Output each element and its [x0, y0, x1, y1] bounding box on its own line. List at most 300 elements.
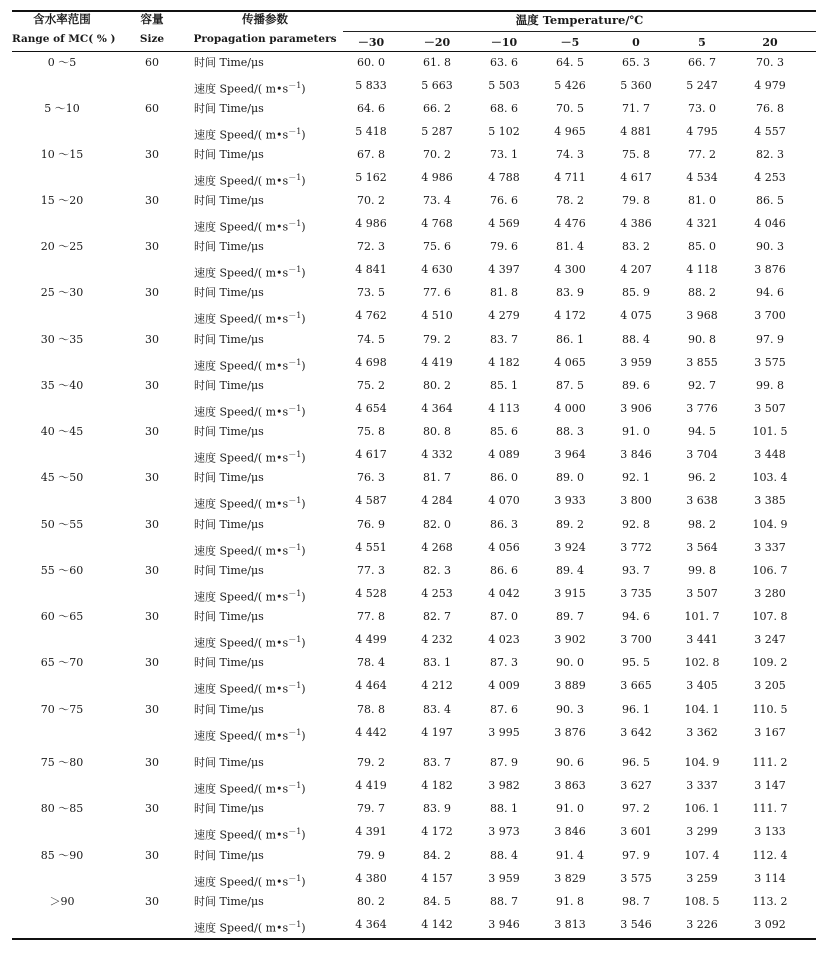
time-value: 70. 3: [756, 56, 784, 69]
time-value: 60. 0: [357, 56, 385, 69]
range-cell: 50 ～55: [40, 518, 84, 531]
speed-value: 3 564: [686, 541, 718, 554]
time-value: 80. 8: [423, 425, 451, 438]
time-value: 88. 4: [622, 333, 650, 346]
time-value: 76. 9: [357, 518, 385, 531]
time-value: 79. 9: [357, 849, 385, 862]
speed-value: 4 979: [754, 79, 786, 92]
speed-value: 3 846: [554, 825, 586, 838]
time-value: 94. 5: [688, 425, 716, 438]
time-value: 96. 2: [688, 471, 716, 484]
time-value: 86. 6: [490, 564, 518, 577]
time-value: 79. 2: [357, 756, 385, 769]
time-value: 79. 8: [622, 194, 650, 207]
time-value: 86. 1: [556, 333, 584, 346]
param-time-label: 时间 Time/μs: [194, 102, 264, 115]
speed-value: 3 915: [554, 587, 586, 600]
speed-value: 4 284: [421, 494, 453, 507]
time-value: 72. 3: [357, 240, 385, 253]
size-cell: 60: [145, 56, 159, 69]
time-value: 84. 2: [423, 849, 451, 862]
speed-value: 3 800: [620, 494, 652, 507]
time-value: 70. 2: [423, 148, 451, 161]
range-cell: 85 ～90: [40, 849, 84, 862]
speed-value: 3 863: [554, 779, 586, 792]
time-value: 67. 8: [357, 148, 385, 161]
speed-value: 3 846: [620, 448, 652, 461]
size-cell: 30: [145, 756, 159, 769]
time-value: 103. 4: [752, 471, 788, 484]
speed-value: 5 162: [355, 171, 387, 184]
time-value: 83. 1: [423, 656, 451, 669]
param-time-label: 时间 Time/μs: [194, 286, 264, 299]
time-value: 85. 9: [622, 286, 650, 299]
speed-value: 4 841: [355, 263, 387, 276]
speed-value: 3 147: [754, 779, 786, 792]
time-value: 91. 4: [556, 849, 584, 862]
range-cell: 10 ～15: [40, 148, 84, 161]
speed-value: 4 499: [355, 633, 387, 646]
speed-value: 4 279: [488, 309, 520, 322]
speed-value: 3 700: [620, 633, 652, 646]
speed-value: 4 182: [488, 356, 520, 369]
param-time-label: 时间 Time/μs: [194, 564, 264, 577]
time-value: 90. 0: [556, 656, 584, 669]
param-time-label: 时间 Time/μs: [194, 895, 264, 908]
header-temp-col: －5: [560, 36, 580, 49]
time-value: 81. 8: [490, 286, 518, 299]
header-temp-col: －20: [423, 36, 451, 49]
speed-value: 3 133: [754, 825, 786, 838]
time-value: 86. 3: [490, 518, 518, 531]
time-value: 109. 2: [752, 656, 788, 669]
range-cell: 45 ～50: [40, 471, 84, 484]
speed-value: 3 114: [754, 872, 786, 885]
size-cell: 30: [145, 849, 159, 862]
time-value: 107. 8: [752, 610, 788, 623]
time-value: 101. 5: [752, 425, 788, 438]
speed-value: 3 575: [754, 356, 786, 369]
time-value: 66. 2: [423, 102, 451, 115]
param-time-label: 时间 Time/μs: [194, 333, 264, 346]
time-value: 99. 8: [756, 379, 784, 392]
speed-value: 3 902: [554, 633, 586, 646]
speed-value: 3 964: [554, 448, 586, 461]
time-value: 66. 7: [688, 56, 716, 69]
time-value: 90. 8: [688, 333, 716, 346]
range-cell: 5 ～10: [44, 102, 80, 115]
time-value: 73. 0: [688, 102, 716, 115]
time-value: 88. 3: [556, 425, 584, 438]
speed-value: 3 362: [686, 726, 718, 739]
speed-value: 3 337: [754, 541, 786, 554]
speed-value: 3 385: [754, 494, 786, 507]
speed-value: 4 172: [554, 309, 586, 322]
speed-value: 4 142: [421, 918, 453, 931]
speed-value: 4 212: [421, 679, 453, 692]
time-value: 87. 0: [490, 610, 518, 623]
time-value: 83. 7: [423, 756, 451, 769]
speed-value: 4 569: [488, 217, 520, 230]
speed-value: 3 441: [686, 633, 718, 646]
param-speed-label: 速度 Speed/( $m•s^{-1}$): [194, 635, 306, 650]
size-cell: 30: [145, 610, 159, 623]
time-value: 97. 2: [622, 802, 650, 815]
time-value: 113. 2: [752, 895, 788, 908]
speed-value: 4 009: [488, 679, 520, 692]
speed-value: 4 253: [754, 171, 786, 184]
range-cell: 15 ～20: [40, 194, 84, 207]
speed-value: 3 337: [686, 779, 718, 792]
range-cell: 70 ～75: [40, 703, 84, 716]
speed-value: 4 023: [488, 633, 520, 646]
speed-value: 3 627: [620, 779, 652, 792]
time-value: 88. 1: [490, 802, 518, 815]
param-speed-label: 速度 Speed/( $m•s^{-1}$): [194, 173, 306, 188]
speed-value: 4 419: [421, 356, 453, 369]
time-value: 102. 8: [684, 656, 720, 669]
param-time-label: 时间 Time/μs: [194, 471, 264, 484]
time-value: 82. 7: [423, 610, 451, 623]
time-value: 111. 7: [752, 802, 788, 815]
size-cell: 30: [145, 802, 159, 815]
speed-value: 4 442: [355, 726, 387, 739]
temperature-group-rule: [343, 31, 816, 32]
speed-value: 4 253: [421, 587, 453, 600]
speed-value: 4 000: [554, 402, 586, 415]
speed-value: 4 419: [355, 779, 387, 792]
speed-value: 4 762: [355, 309, 387, 322]
param-speed-label: 速度 Speed/( $m•s^{-1}$): [194, 589, 306, 604]
time-value: 89. 7: [556, 610, 584, 623]
size-cell: 30: [145, 895, 159, 908]
speed-value: 4 510: [421, 309, 453, 322]
range-cell: 25 ～30: [40, 286, 84, 299]
time-value: 94. 6: [622, 610, 650, 623]
time-value: 82. 0: [423, 518, 451, 531]
speed-value: 4 056: [488, 541, 520, 554]
speed-value: 3 205: [754, 679, 786, 692]
speed-value: 4 364: [355, 918, 387, 931]
speed-value: 3 700: [754, 309, 786, 322]
speed-value: 3 299: [686, 825, 718, 838]
header-temperature: 温度 Temperature/℃: [515, 13, 644, 27]
time-value: 76. 8: [756, 102, 784, 115]
speed-value: 4 654: [355, 402, 387, 415]
speed-value: 5 360: [620, 79, 652, 92]
time-value: 83. 9: [423, 802, 451, 815]
time-value: 77. 2: [688, 148, 716, 161]
param-speed-label: 速度 Speed/( $m•s^{-1}$): [194, 543, 306, 558]
time-value: 83. 4: [423, 703, 451, 716]
range-cell: 80 ～85: [40, 802, 84, 815]
speed-value: 3 995: [488, 726, 520, 739]
param-speed-label: 速度 Speed/( $m•s^{-1}$): [194, 496, 306, 511]
time-value: 70. 5: [556, 102, 584, 115]
time-value: 98. 7: [622, 895, 650, 908]
time-value: 71. 7: [622, 102, 650, 115]
size-cell: 30: [145, 425, 159, 438]
time-value: 112. 4: [752, 849, 788, 862]
time-value: 82. 3: [756, 148, 784, 161]
time-value: 90. 3: [756, 240, 784, 253]
header-range-cn: 含水率范围: [33, 12, 91, 26]
time-value: 68. 6: [490, 102, 518, 115]
time-value: 84. 5: [423, 895, 451, 908]
speed-value: 3 973: [488, 825, 520, 838]
table-header-rule: [12, 51, 816, 52]
param-time-label: 时间 Time/μs: [194, 194, 264, 207]
time-value: 93. 7: [622, 564, 650, 577]
param-speed-label: 速度 Speed/( $m•s^{-1}$): [194, 681, 306, 696]
param-speed-label: 速度 Speed/( $m•s^{-1}$): [194, 219, 306, 234]
speed-value: 5 663: [421, 79, 453, 92]
speed-value: 4 268: [421, 541, 453, 554]
size-cell: 30: [145, 240, 159, 253]
speed-value: 4 881: [620, 125, 652, 138]
time-value: 86. 5: [756, 194, 784, 207]
time-value: 91. 0: [556, 802, 584, 815]
time-value: 98. 2: [688, 518, 716, 531]
speed-value: 3 601: [620, 825, 652, 838]
range-cell: 40 ～45: [40, 425, 84, 438]
param-speed-label: 速度 Speed/( $m•s^{-1}$): [194, 81, 306, 96]
time-value: 74. 3: [556, 148, 584, 161]
speed-value: 4 551: [355, 541, 387, 554]
speed-value: 3 642: [620, 726, 652, 739]
param-time-label: 时间 Time/μs: [194, 756, 264, 769]
header-temp-col: 5: [698, 36, 706, 49]
speed-value: 3 575: [620, 872, 652, 885]
speed-value: 3 876: [754, 263, 786, 276]
speed-value: 3 167: [754, 726, 786, 739]
time-value: 110. 5: [752, 703, 788, 716]
time-value: 89. 0: [556, 471, 584, 484]
speed-value: 4 386: [620, 217, 652, 230]
time-value: 92. 1: [622, 471, 650, 484]
time-value: 104. 9: [684, 756, 720, 769]
time-value: 79. 6: [490, 240, 518, 253]
time-value: 83. 9: [556, 286, 584, 299]
size-cell: 30: [145, 703, 159, 716]
time-value: 94. 6: [756, 286, 784, 299]
speed-value: 4 089: [488, 448, 520, 461]
param-time-label: 时间 Time/μs: [194, 849, 264, 862]
param-speed-label: 速度 Speed/( $m•s^{-1}$): [194, 404, 306, 419]
header-temp-col: －30: [357, 36, 385, 49]
speed-value: 4 557: [754, 125, 786, 138]
range-cell: 55 ～60: [40, 564, 84, 577]
speed-value: 4 630: [421, 263, 453, 276]
table-bottom-rule: [12, 938, 816, 940]
speed-value: 3 968: [686, 309, 718, 322]
time-value: 88. 2: [688, 286, 716, 299]
param-time-label: 时间 Time/μs: [194, 240, 264, 253]
speed-value: 4 157: [421, 872, 453, 885]
speed-value: 4 197: [421, 726, 453, 739]
time-value: 78. 2: [556, 194, 584, 207]
time-value: 65. 3: [622, 56, 650, 69]
param-speed-label: 速度 Speed/( $m•s^{-1}$): [194, 127, 306, 142]
header-param-cn: 传播参数: [242, 12, 288, 26]
param-speed-label: 速度 Speed/( $m•s^{-1}$): [194, 450, 306, 465]
speed-value: 4 476: [554, 217, 586, 230]
speed-value: 4 617: [620, 171, 652, 184]
time-value: 81. 0: [688, 194, 716, 207]
speed-value: 4 986: [421, 171, 453, 184]
size-cell: 30: [145, 518, 159, 531]
header-temp-col: －10: [490, 36, 518, 49]
speed-value: 4 118: [686, 263, 718, 276]
param-time-label: 时间 Time/μs: [194, 425, 264, 438]
speed-value: 4 113: [488, 402, 520, 415]
speed-value: 4 587: [355, 494, 387, 507]
param-time-label: 时间 Time/μs: [194, 656, 264, 669]
size-cell: 30: [145, 333, 159, 346]
speed-value: 4 332: [421, 448, 453, 461]
speed-value: 4 182: [421, 779, 453, 792]
param-time-label: 时间 Time/μs: [194, 379, 264, 392]
speed-value: 4 042: [488, 587, 520, 600]
speed-value: 4 464: [355, 679, 387, 692]
time-value: 82. 3: [423, 564, 451, 577]
speed-value: 3 876: [554, 726, 586, 739]
size-cell: 30: [145, 194, 159, 207]
time-value: 87. 9: [490, 756, 518, 769]
speed-value: 5 102: [488, 125, 520, 138]
speed-value: 4 397: [488, 263, 520, 276]
speed-value: 4 070: [488, 494, 520, 507]
param-speed-label: 速度 Speed/( $m•s^{-1}$): [194, 920, 306, 935]
time-value: 86. 0: [490, 471, 518, 484]
speed-value: 5 503: [488, 79, 520, 92]
time-value: 78. 4: [357, 656, 385, 669]
speed-value: 3 813: [554, 918, 586, 931]
header-size-cn: 容量: [140, 12, 164, 26]
speed-value: 3 507: [754, 402, 786, 415]
speed-value: 3 855: [686, 356, 718, 369]
param-time-label: 时间 Time/μs: [194, 610, 264, 623]
range-cell: 0 ～5: [47, 56, 77, 69]
time-value: 73. 1: [490, 148, 518, 161]
speed-value: 4 768: [421, 217, 453, 230]
time-value: 90. 6: [556, 756, 584, 769]
speed-value: 3 776: [686, 402, 718, 415]
time-value: 75. 6: [423, 240, 451, 253]
param-speed-label: 速度 Speed/( $m•s^{-1}$): [194, 311, 306, 326]
speed-value: 4 364: [421, 402, 453, 415]
time-value: 70. 2: [357, 194, 385, 207]
param-time-label: 时间 Time/μs: [194, 703, 264, 716]
param-speed-label: 速度 Speed/( $m•s^{-1}$): [194, 874, 306, 889]
time-value: 79. 7: [357, 802, 385, 815]
time-value: 88. 7: [490, 895, 518, 908]
time-value: 76. 6: [490, 194, 518, 207]
speed-value: 3 829: [554, 872, 586, 885]
time-value: 83. 7: [490, 333, 518, 346]
header-range-en: Range of MC( % ): [12, 33, 116, 45]
speed-value: 3 259: [686, 872, 718, 885]
time-value: 79. 2: [423, 333, 451, 346]
time-value: 91. 8: [556, 895, 584, 908]
param-speed-label: 速度 Speed/( $m•s^{-1}$): [194, 781, 306, 796]
speed-value: 4 075: [620, 309, 652, 322]
time-value: 64. 6: [357, 102, 385, 115]
speed-value: 4 965: [554, 125, 586, 138]
time-value: 77. 6: [423, 286, 451, 299]
speed-value: 4 711: [554, 171, 586, 184]
param-time-label: 时间 Time/μs: [194, 56, 264, 69]
time-value: 97. 9: [622, 849, 650, 862]
time-value: 90. 3: [556, 703, 584, 716]
speed-value: 3 546: [620, 918, 652, 931]
time-value: 111. 2: [752, 756, 788, 769]
param-time-label: 时间 Time/μs: [194, 518, 264, 531]
range-cell: 75 ～80: [40, 756, 84, 769]
time-value: 108. 5: [684, 895, 720, 908]
param-speed-label: 速度 Speed/( $m•s^{-1}$): [194, 827, 306, 842]
speed-value: 4 795: [686, 125, 718, 138]
time-value: 81. 4: [556, 240, 584, 253]
param-time-label: 时间 Time/μs: [194, 148, 264, 161]
speed-value: 3 906: [620, 402, 652, 415]
header-size-en: Size: [139, 33, 165, 45]
time-value: 80. 2: [423, 379, 451, 392]
speed-value: 3 638: [686, 494, 718, 507]
time-value: 85. 1: [490, 379, 518, 392]
range-cell: 60 ～65: [40, 610, 84, 623]
time-value: 81. 7: [423, 471, 451, 484]
time-value: 77. 3: [357, 564, 385, 577]
time-value: 96. 5: [622, 756, 650, 769]
time-value: 74. 5: [357, 333, 385, 346]
speed-value: 4 617: [355, 448, 387, 461]
speed-value: 3 924: [554, 541, 586, 554]
speed-value: 3 946: [488, 918, 520, 931]
range-cell: 30 ～35: [40, 333, 84, 346]
time-value: 75. 8: [622, 148, 650, 161]
time-value: 87. 3: [490, 656, 518, 669]
time-value: 89. 4: [556, 564, 584, 577]
time-value: 91. 0: [622, 425, 650, 438]
speed-value: 5 418: [355, 125, 387, 138]
speed-value: 4 391: [355, 825, 387, 838]
speed-value: 3 959: [488, 872, 520, 885]
time-value: 104. 9: [752, 518, 788, 531]
param-time-label: 时间 Time/μs: [194, 802, 264, 815]
time-value: 78. 8: [357, 703, 385, 716]
time-value: 87. 6: [490, 703, 518, 716]
speed-value: 3 507: [686, 587, 718, 600]
size-cell: 60: [145, 102, 159, 115]
range-cell: 35 ～40: [40, 379, 84, 392]
speed-value: 3 704: [686, 448, 718, 461]
param-speed-label: 速度 Speed/( $m•s^{-1}$): [194, 265, 306, 280]
time-value: 107. 4: [684, 849, 720, 862]
time-value: 101. 7: [684, 610, 720, 623]
time-value: 63. 6: [490, 56, 518, 69]
speed-value: 5 426: [554, 79, 586, 92]
speed-value: 5 833: [355, 79, 387, 92]
time-value: 75. 8: [357, 425, 385, 438]
size-cell: 30: [145, 656, 159, 669]
speed-value: 4 788: [488, 171, 520, 184]
speed-value: 4 986: [355, 217, 387, 230]
speed-value: 3 959: [620, 356, 652, 369]
speed-value: 3 247: [754, 633, 786, 646]
speed-value: 4 065: [554, 356, 586, 369]
size-cell: 30: [145, 564, 159, 577]
